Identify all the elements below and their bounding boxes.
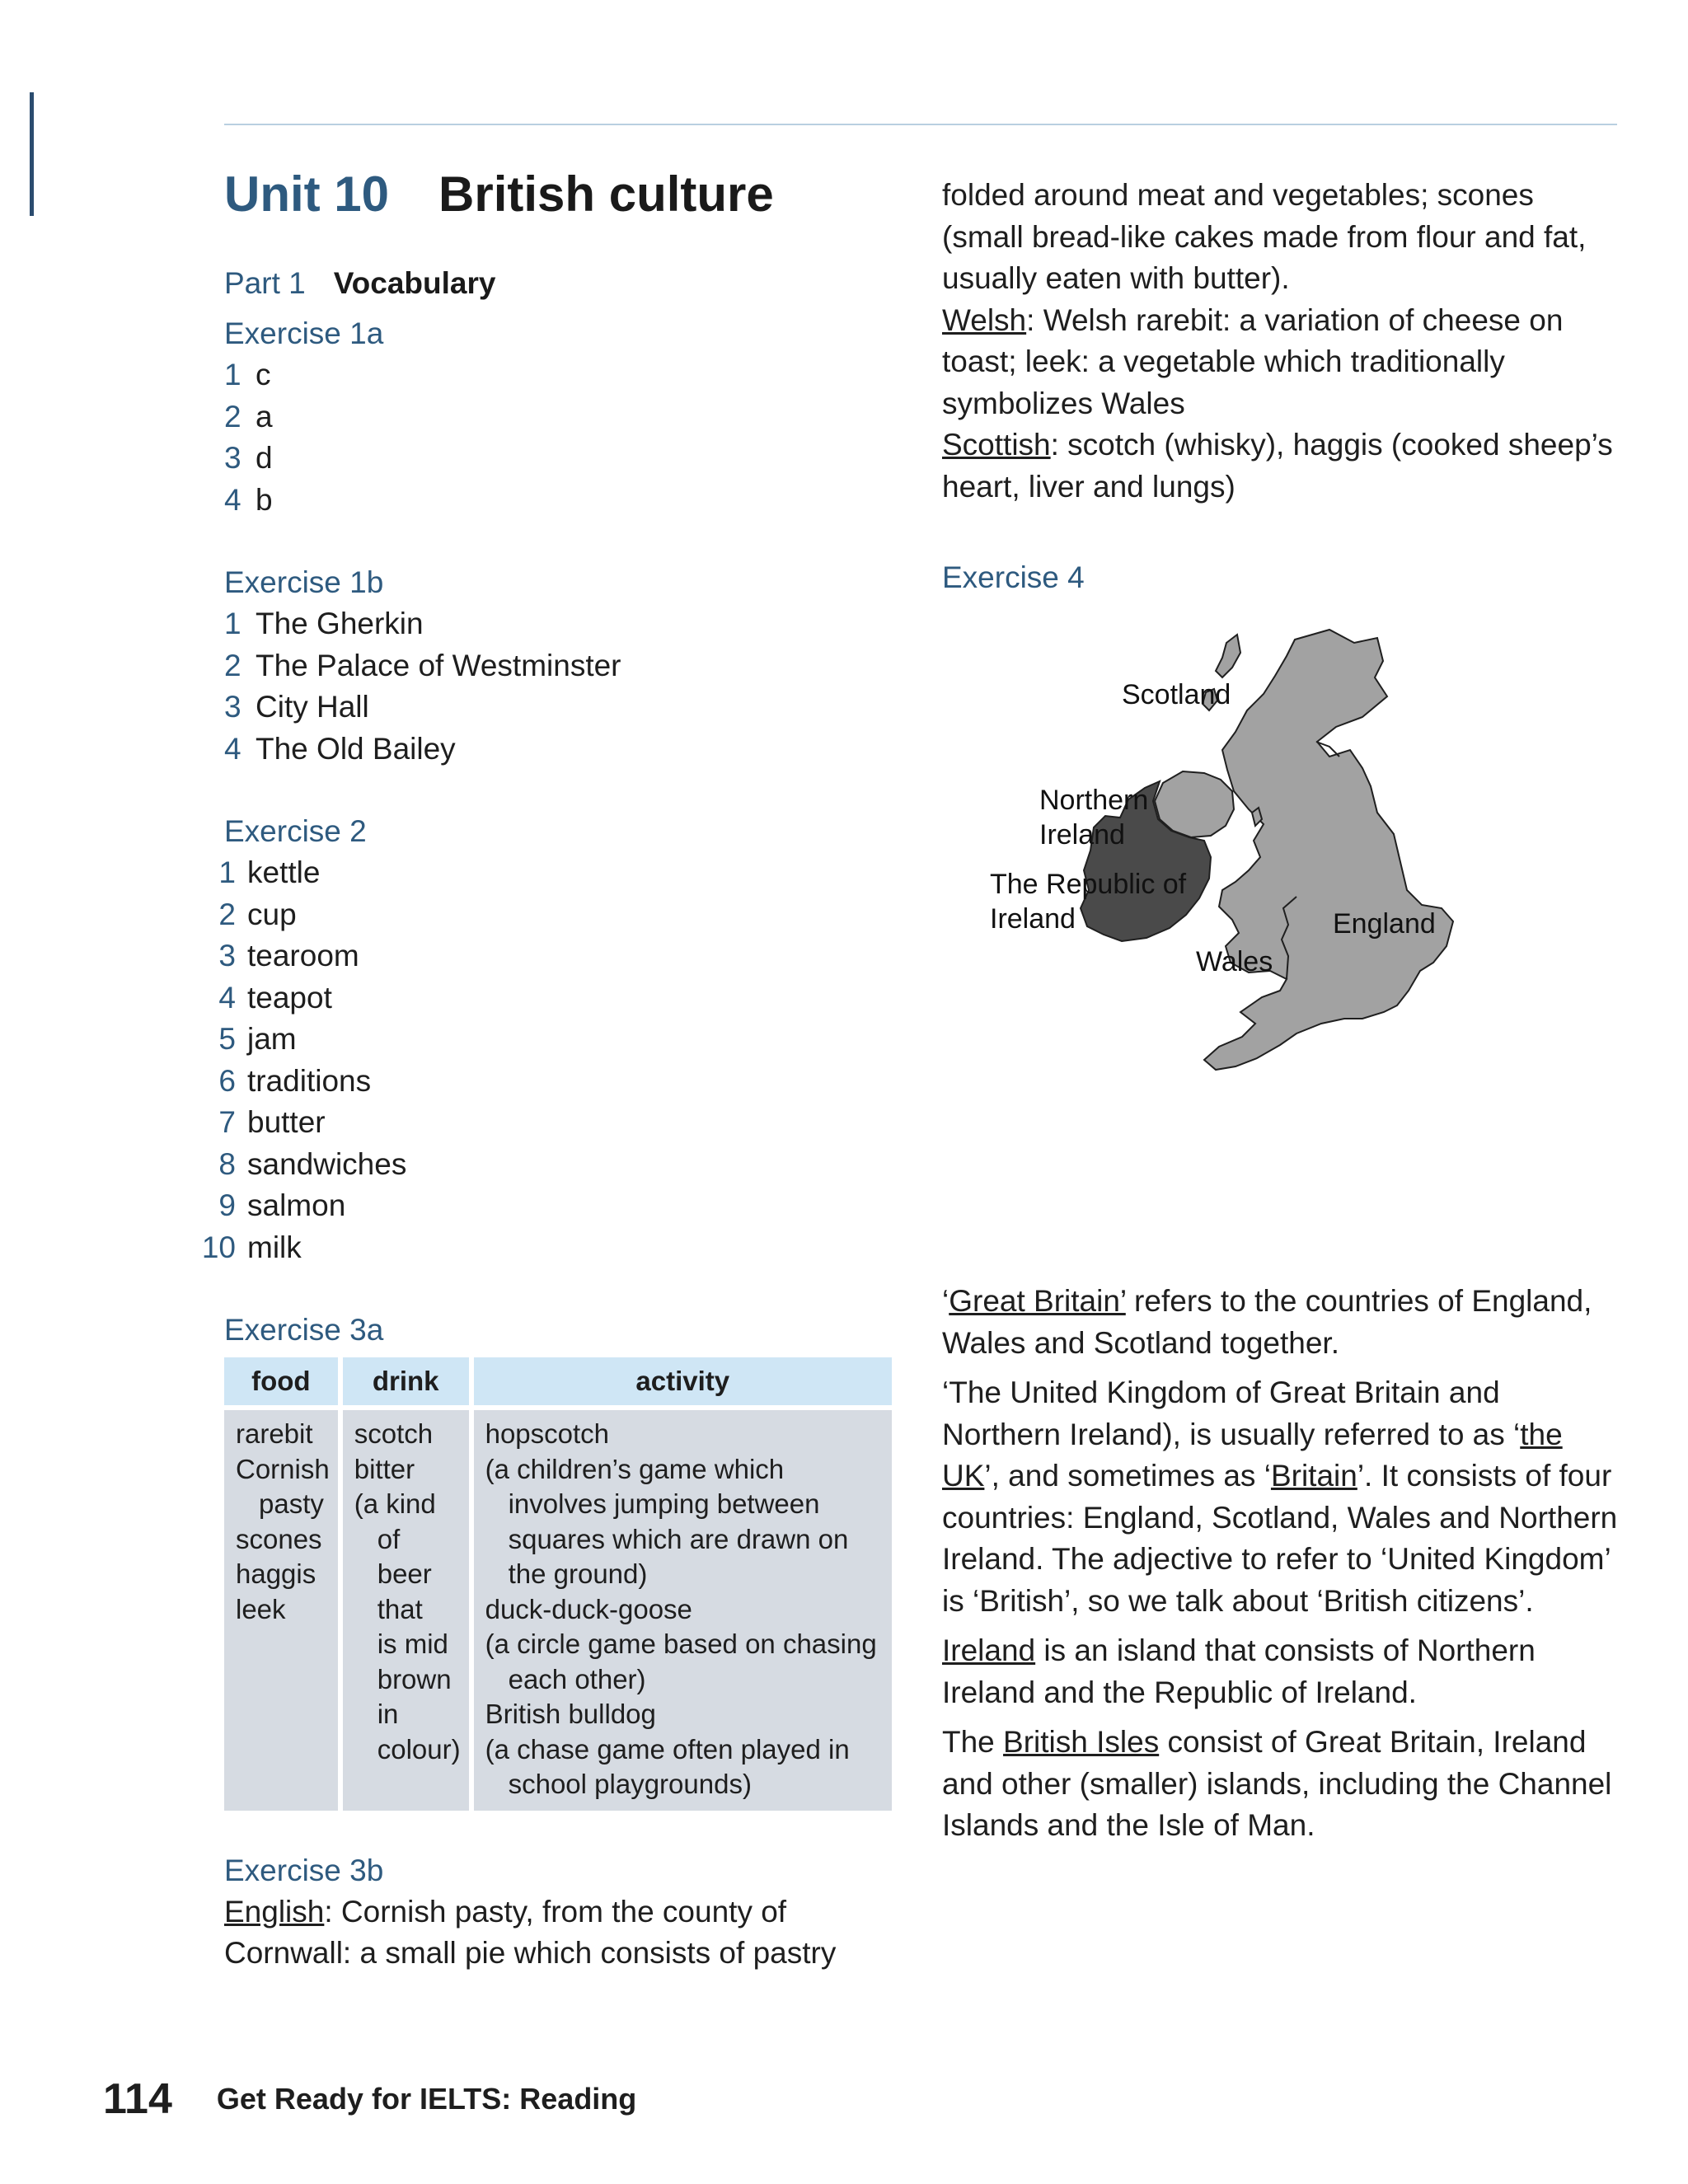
food-cell — [224, 1410, 338, 1811]
item-text: butter — [247, 1105, 326, 1139]
list-item — [185, 1102, 908, 1144]
item-text: a — [256, 399, 273, 434]
food-item: rarebit — [236, 1418, 313, 1449]
item-text: tearoom — [247, 939, 359, 972]
exercise-3b-heading: Exercise 3b — [224, 1853, 384, 1887]
column-header-food: food — [224, 1357, 338, 1410]
activity-description: (a circle game based on chasing each other) — [485, 1629, 877, 1694]
label-republic-of-ireland: The Republic of Ireland — [990, 869, 1187, 935]
item-number: 7 — [218, 1105, 236, 1139]
item-number: 4 — [224, 482, 241, 517]
item-text: The Palace of Westminster — [256, 648, 621, 682]
exercise-1b-list — [224, 603, 908, 770]
exercise-3a — [224, 1310, 908, 1811]
right-column — [942, 175, 1618, 1855]
english-text: folded around meat and vegetables; scones (small bread-like cakes made from flour and fat, usually eaten with butter). — [942, 178, 1587, 295]
scottish-text: : scotch (whisky), haggis (cooked sheep’s heart, liver and lungs) — [942, 428, 1613, 504]
item-text: c — [256, 358, 271, 391]
list-item — [224, 645, 908, 687]
notes — [942, 1281, 1618, 1847]
list-item — [224, 603, 908, 645]
item-text: cup — [247, 897, 297, 931]
food-item: pasty — [259, 1488, 324, 1519]
item-number: 2 — [218, 897, 236, 931]
table-row — [224, 1410, 892, 1811]
list-item — [224, 396, 908, 438]
drink-item: bitter — [354, 1453, 415, 1484]
food-item: scones — [236, 1523, 322, 1554]
page-edge-marker — [30, 92, 34, 216]
exercise-1a-list — [224, 354, 908, 521]
food-item: Cornish — [236, 1453, 330, 1484]
part-number: Part 1 — [224, 266, 306, 300]
item-number: 4 — [224, 731, 241, 766]
exercise-3b-english-continued — [942, 175, 1618, 300]
list-item — [185, 1061, 908, 1103]
english-text: : Cornish pasty, from the county of Cornwall: a small pie which consists of pastry — [224, 1894, 837, 1970]
item-text: The Gherkin — [256, 607, 424, 640]
drink-cell — [343, 1410, 469, 1811]
item-text: sandwiches — [247, 1146, 407, 1181]
item-text: milk — [247, 1230, 302, 1264]
food-item: leek — [236, 1593, 286, 1624]
exercise-3a-heading: Exercise 3a — [224, 1313, 384, 1347]
list-item — [185, 852, 908, 894]
exercise-3a-table — [219, 1357, 897, 1811]
item-number: 3 — [224, 441, 241, 475]
exercise-2 — [201, 811, 908, 1268]
exercise-1b-heading: Exercise 1b — [224, 565, 384, 599]
table-header-row — [224, 1357, 892, 1410]
item-number: 1 — [224, 607, 241, 640]
drink-item: colour) — [377, 1733, 461, 1765]
list-item — [224, 729, 908, 771]
link-ireland: Ireland — [942, 1633, 1036, 1667]
drink-item: of beer — [377, 1523, 432, 1589]
page-number: 114 — [103, 2075, 172, 2123]
great-britain-shape — [1204, 630, 1453, 1070]
activity-description: (a chase game often played in school playgrounds) — [485, 1733, 850, 1799]
exercise-2-list — [185, 852, 908, 1268]
exercise-3b-continued — [942, 175, 1618, 508]
item-number: 3 — [224, 690, 241, 724]
book-title: Get Ready for IELTS: Reading — [216, 2082, 637, 2116]
drink-item: in — [377, 1699, 399, 1729]
drink-item: (a kind — [354, 1488, 436, 1519]
column-header-drink: drink — [343, 1357, 469, 1410]
english-label: English — [224, 1894, 325, 1929]
page-footer — [103, 2074, 636, 2124]
list-item — [224, 480, 908, 522]
unit-title: British culture — [438, 166, 774, 222]
drink-item: brown — [377, 1663, 452, 1694]
exercise-1a-heading: Exercise 1a — [224, 316, 384, 350]
exercise-3b-english — [224, 1891, 900, 1975]
list-item — [185, 935, 908, 977]
header-rule — [224, 124, 1617, 125]
list-item — [185, 1185, 908, 1227]
item-text: salmon — [247, 1188, 346, 1222]
item-text: jam — [247, 1022, 297, 1056]
list-item — [224, 354, 908, 396]
welsh-label: Welsh — [942, 302, 1027, 337]
exercise-3b — [224, 1850, 900, 1975]
label-northern-ireland: Northern Ireland — [1039, 785, 1149, 851]
list-item — [185, 1144, 908, 1186]
food-item: haggis — [236, 1558, 316, 1589]
item-number: 1 — [218, 855, 236, 889]
item-text: The Old Bailey — [256, 731, 456, 766]
note-great-britain: ‘Great Britain’ refers to the countries of England, Wales and Scotland together. — [942, 1284, 1592, 1360]
item-number: 9 — [218, 1188, 236, 1222]
left-column — [201, 157, 908, 1983]
item-number: 2 — [224, 648, 241, 682]
drink-item: is mid — [377, 1629, 448, 1659]
list-item — [185, 977, 908, 1019]
link-british-isles: British Isles — [1003, 1725, 1160, 1759]
column-header-activity: activity — [474, 1357, 892, 1410]
item-text: teapot — [247, 980, 332, 1015]
list-item — [185, 1227, 908, 1269]
activity-cell — [474, 1410, 892, 1811]
exercise-1a — [224, 313, 908, 521]
activity-description: (a children’s game which involves jumping between squares which are drawn on the ground) — [485, 1453, 849, 1589]
welsh-text: : Welsh rarebit: a variation of cheese on toast; leek: a vegetable which traditionally symbolizes Wales — [942, 302, 1564, 420]
item-text: City Hall — [256, 690, 369, 724]
item-text: d — [256, 441, 273, 475]
label-wales: Wales — [1196, 946, 1273, 977]
outer-hebrides-shape — [1216, 635, 1240, 677]
item-text: kettle — [247, 855, 321, 889]
note-ireland: Ireland is an island that consists of Northern Ireland and the Republic of Ireland. — [942, 1633, 1536, 1709]
activity-name: hopscotch — [485, 1418, 610, 1449]
exercise-4-heading: Exercise 4 — [942, 560, 1085, 594]
activity-name: British bulldog — [485, 1699, 656, 1729]
unit-number: Unit 10 — [224, 166, 390, 222]
exercise-2-heading: Exercise 2 — [224, 814, 367, 848]
exercise-3b-welsh — [942, 300, 1618, 425]
item-number: 8 — [218, 1146, 236, 1181]
item-number: 1 — [224, 358, 241, 391]
label-england: England — [1333, 908, 1436, 940]
item-number: 3 — [218, 939, 236, 972]
exercise-1b — [224, 562, 908, 770]
drink-item: scotch — [354, 1418, 434, 1449]
scottish-label: Scottish — [942, 428, 1051, 462]
list-item — [185, 894, 908, 936]
item-number: 10 — [201, 1230, 236, 1264]
list-item — [224, 687, 908, 729]
drink-item: that — [377, 1593, 423, 1624]
item-text: traditions — [247, 1063, 372, 1098]
british-isles-map — [942, 618, 1618, 1277]
item-number: 4 — [218, 980, 236, 1015]
part-title: Vocabulary — [333, 266, 496, 300]
map-svg — [942, 618, 1618, 1277]
page-title — [224, 157, 908, 232]
note-united-kingdom: ‘The United Kingdom of Great Britain and Northern Ireland), is usually referred to as ‘the UK’, and sometimes as ‘Britain’. It consists of four countries: England, Scotland, Wales and Northern Ireland. The adjective to refer to ‘United Kingdom’ is ‘British’, so we talk about ‘British citizens’. — [942, 1376, 1618, 1618]
part-heading — [224, 260, 908, 307]
list-item — [185, 1019, 908, 1061]
link-the-uk: the UK — [942, 1417, 1563, 1493]
exercise-3b-scottish — [942, 424, 1618, 508]
item-number: 6 — [218, 1063, 236, 1098]
exercise-4 — [942, 557, 1618, 1277]
label-scotland: Scotland — [1122, 679, 1231, 710]
link-britain: Britain — [1270, 1459, 1357, 1493]
item-number: 5 — [218, 1022, 236, 1056]
link-great-britain: Great Britain’ — [949, 1284, 1126, 1318]
note-british-isles: The British Isles consist of Great Britain, Ireland and other (smaller) islands, including the Channel Islands and the Isle of Man. — [942, 1725, 1612, 1842]
list-item — [224, 438, 908, 480]
item-number: 2 — [224, 399, 241, 434]
activity-name: duck-duck-goose — [485, 1593, 692, 1624]
item-text: b — [256, 482, 273, 517]
